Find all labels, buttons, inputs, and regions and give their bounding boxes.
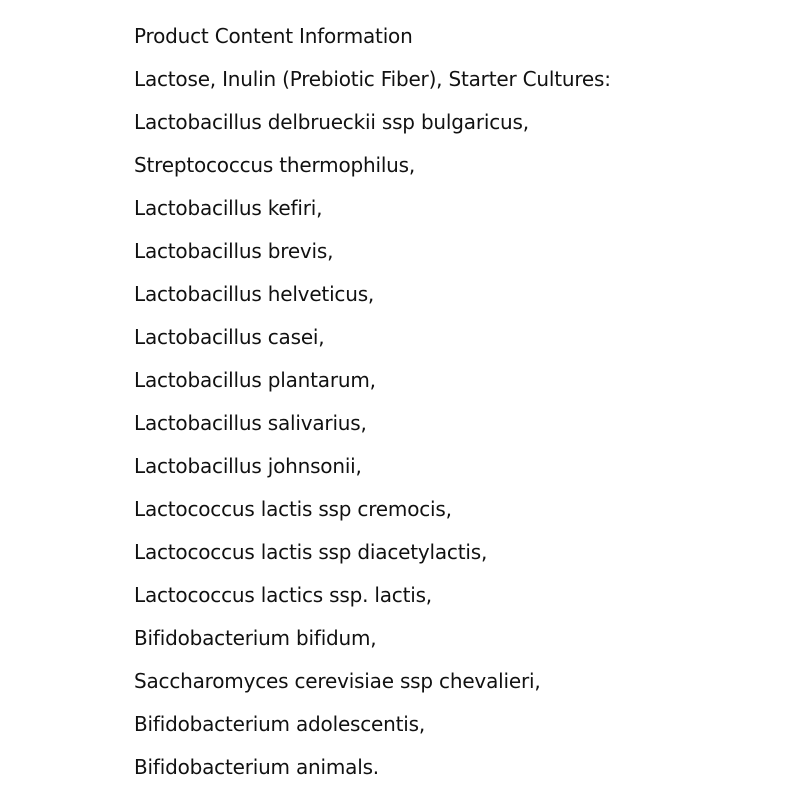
culture-item: Lactobacillus brevis, [134, 239, 334, 263]
culture-item: Lactobacillus salivarius, [134, 411, 367, 435]
culture-item: Lactococcus lactics ssp. lactis, [134, 583, 432, 607]
ingredients-intro: Lactose, Inulin (Prebiotic Fiber), Starter Cultures: [134, 67, 611, 91]
culture-item: Lactobacillus helveticus, [134, 282, 375, 306]
culture-item: Bifidobacterium animals. [134, 755, 379, 779]
culture-item: Lactobacillus kefiri, [134, 196, 323, 220]
culture-item: Streptococcus thermophilus, [134, 153, 416, 177]
document-title: Product Content Information [134, 24, 413, 48]
product-content-document [134, 15, 774, 789]
culture-item: Lactococcus lactis ssp diacetylactis, [134, 540, 488, 564]
culture-item: Lactobacillus plantarum, [134, 368, 376, 392]
culture-item: Lactobacillus delbrueckii ssp bulgaricus, [134, 110, 529, 134]
culture-item: Bifidobacterium adolescentis, [134, 712, 426, 736]
culture-item: Lactococcus lactis ssp cremocis, [134, 497, 452, 521]
culture-item: Lactobacillus johnsonii, [134, 454, 362, 478]
culture-item: Lactobacillus casei, [134, 325, 325, 349]
culture-item: Bifidobacterium bifidum, [134, 626, 377, 650]
culture-item: Saccharomyces cerevisiae ssp chevalieri, [134, 669, 541, 693]
